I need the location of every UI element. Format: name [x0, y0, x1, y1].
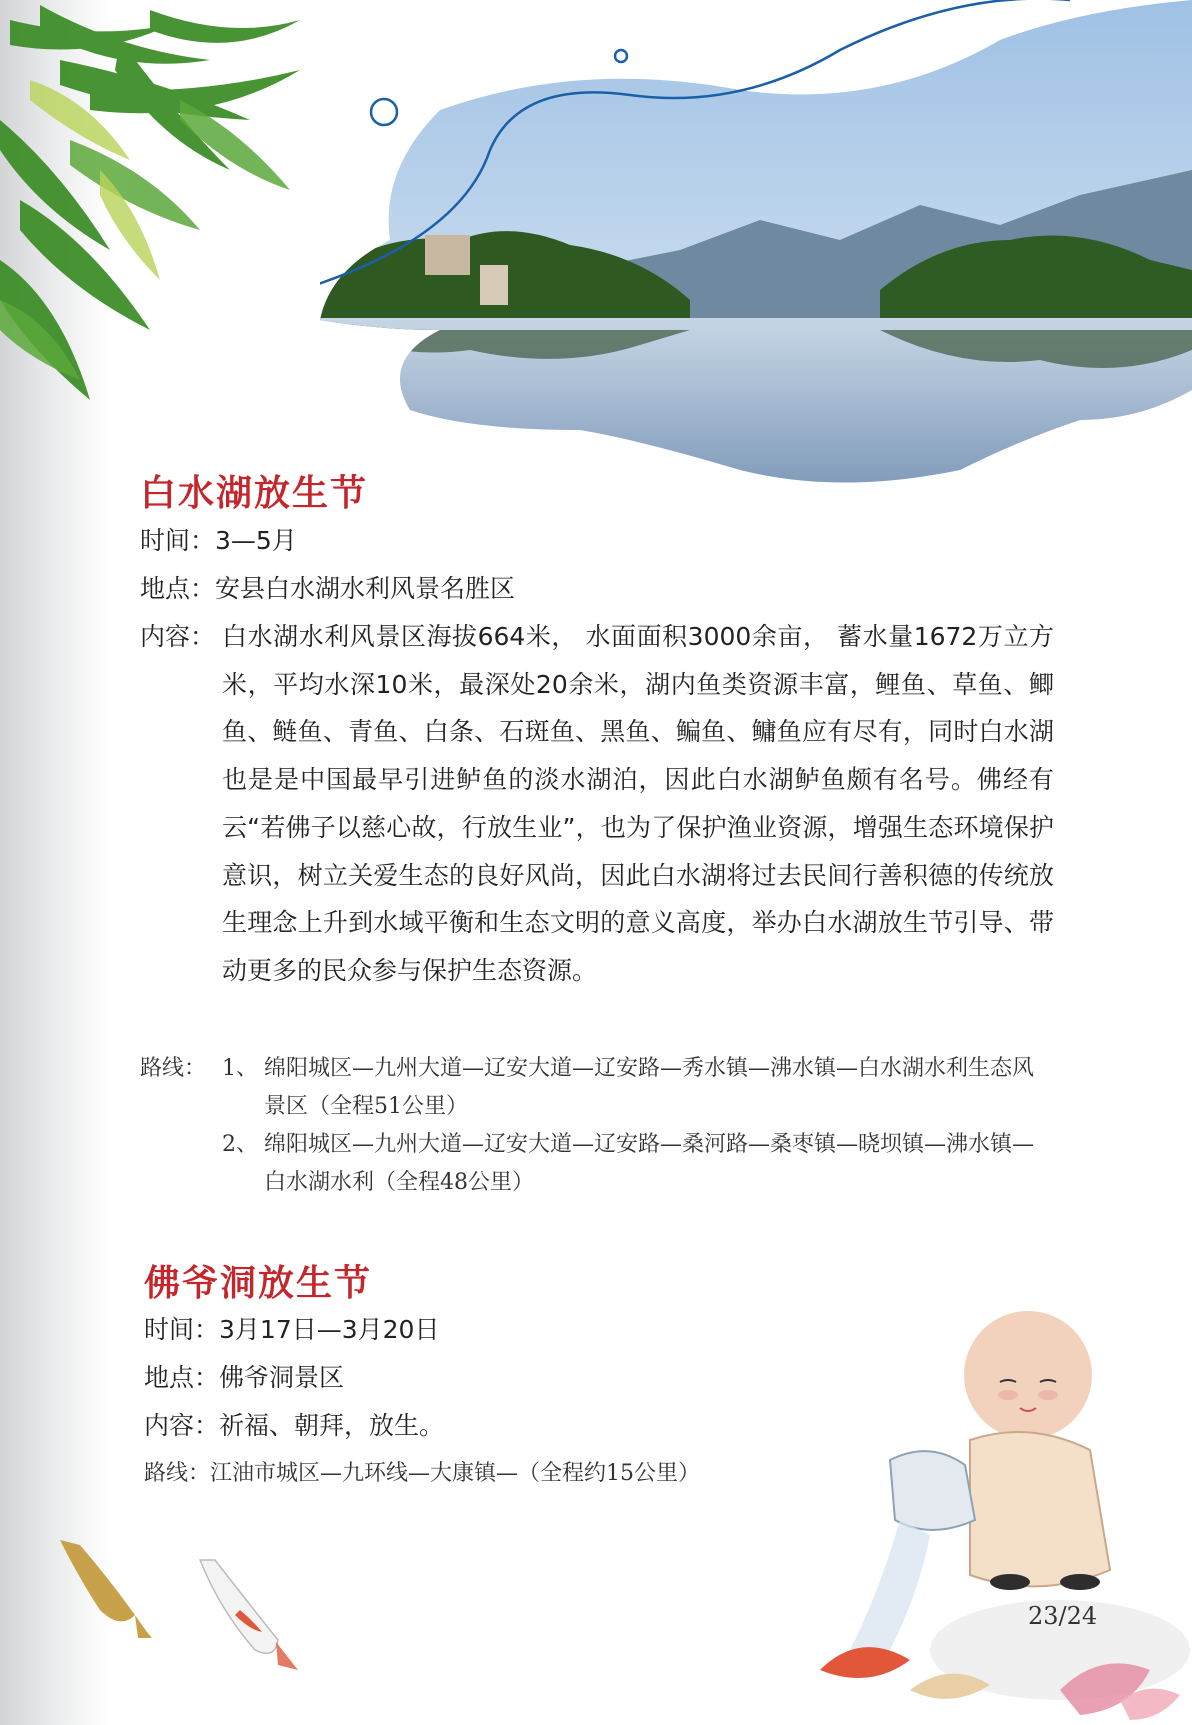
- monk-illustration: [760, 1290, 1192, 1725]
- route-text: 绵阳城区—九州大道—辽安大道—辽安路—秀水镇—沸水镇—白水湖水利生态风景区（全程51公里）: [264, 1056, 1035, 1119]
- route-item: [222, 1050, 1054, 1126]
- place-label: 地点：: [144, 1363, 220, 1392]
- place-label: 地点：: [140, 574, 216, 603]
- place-row: [140, 574, 515, 604]
- section-title: 白水湖放生节: [140, 473, 369, 514]
- koi-fish-illustration: [40, 1520, 300, 1690]
- time-value: 3月17日—3月20日: [219, 1315, 440, 1344]
- time-label: 时间：: [144, 1315, 220, 1344]
- content-row: [144, 1411, 444, 1441]
- page-number: 23/24: [1028, 1602, 1098, 1630]
- content-label: 内容：: [144, 1411, 220, 1440]
- time-value: 3—5月: [215, 526, 297, 555]
- time-row: [144, 1315, 439, 1345]
- time-row: [140, 526, 297, 556]
- lake-landscape-image: [320, 0, 1192, 495]
- route-label: 路线：: [144, 1461, 211, 1486]
- content-text: 白水湖水利风景区海拔664米， 水面面积3000余亩， 蓄水量1672万立方米，平均水深10米，最深处20余米，湖内鱼类资源丰富，鲤鱼、草鱼、鲫鱼、鲢鱼、青鱼、白条、石斑鱼、黑鱼、鳊鱼、鳙鱼应有尽有，同时白水湖也是是中国最早引进鲈鱼的淡水湖泊，因此白水湖鲈鱼颇有名号。佛经有云“若佛子以慈心故，行放生业”，也为了保护渔业资源，增强生态环境保护意识，树立关爱生态的良好风尚，因此白水湖将过去民间行善积德的传统放生理念上升到水域平衡和生态文明的意义高度，举办白水湖放生节引导、带动更多的民众参与保护生态资源。: [222, 622, 1054, 985]
- route-number: 2、: [222, 1132, 258, 1157]
- content-label: 内容：: [140, 622, 216, 651]
- bamboo-leaves-illustration: [0, 0, 340, 440]
- section-title: 佛爷洞放生节: [144, 1263, 373, 1304]
- place-value: 安县白水湖水利风景名胜区: [215, 574, 516, 603]
- route-item: [222, 1126, 1054, 1202]
- route-label: 路线：: [140, 1056, 207, 1081]
- route-number: 1、: [222, 1056, 258, 1081]
- time-label: 时间：: [140, 526, 216, 555]
- route-text: 绵阳城区—九州大道—辽安大道—辽安路—桑河路—桑枣镇—晓坝镇—沸水镇—白水湖水利（全程48公里）: [264, 1132, 1035, 1195]
- route-text: 江油市城区—九环线—大康镇—（全程约15公里）: [210, 1461, 701, 1486]
- place-value: 佛爷洞景区: [219, 1363, 345, 1392]
- route-list: [222, 1050, 1054, 1202]
- place-row: [144, 1363, 344, 1393]
- content-value: 祈福、朝拜，放生。: [219, 1411, 445, 1440]
